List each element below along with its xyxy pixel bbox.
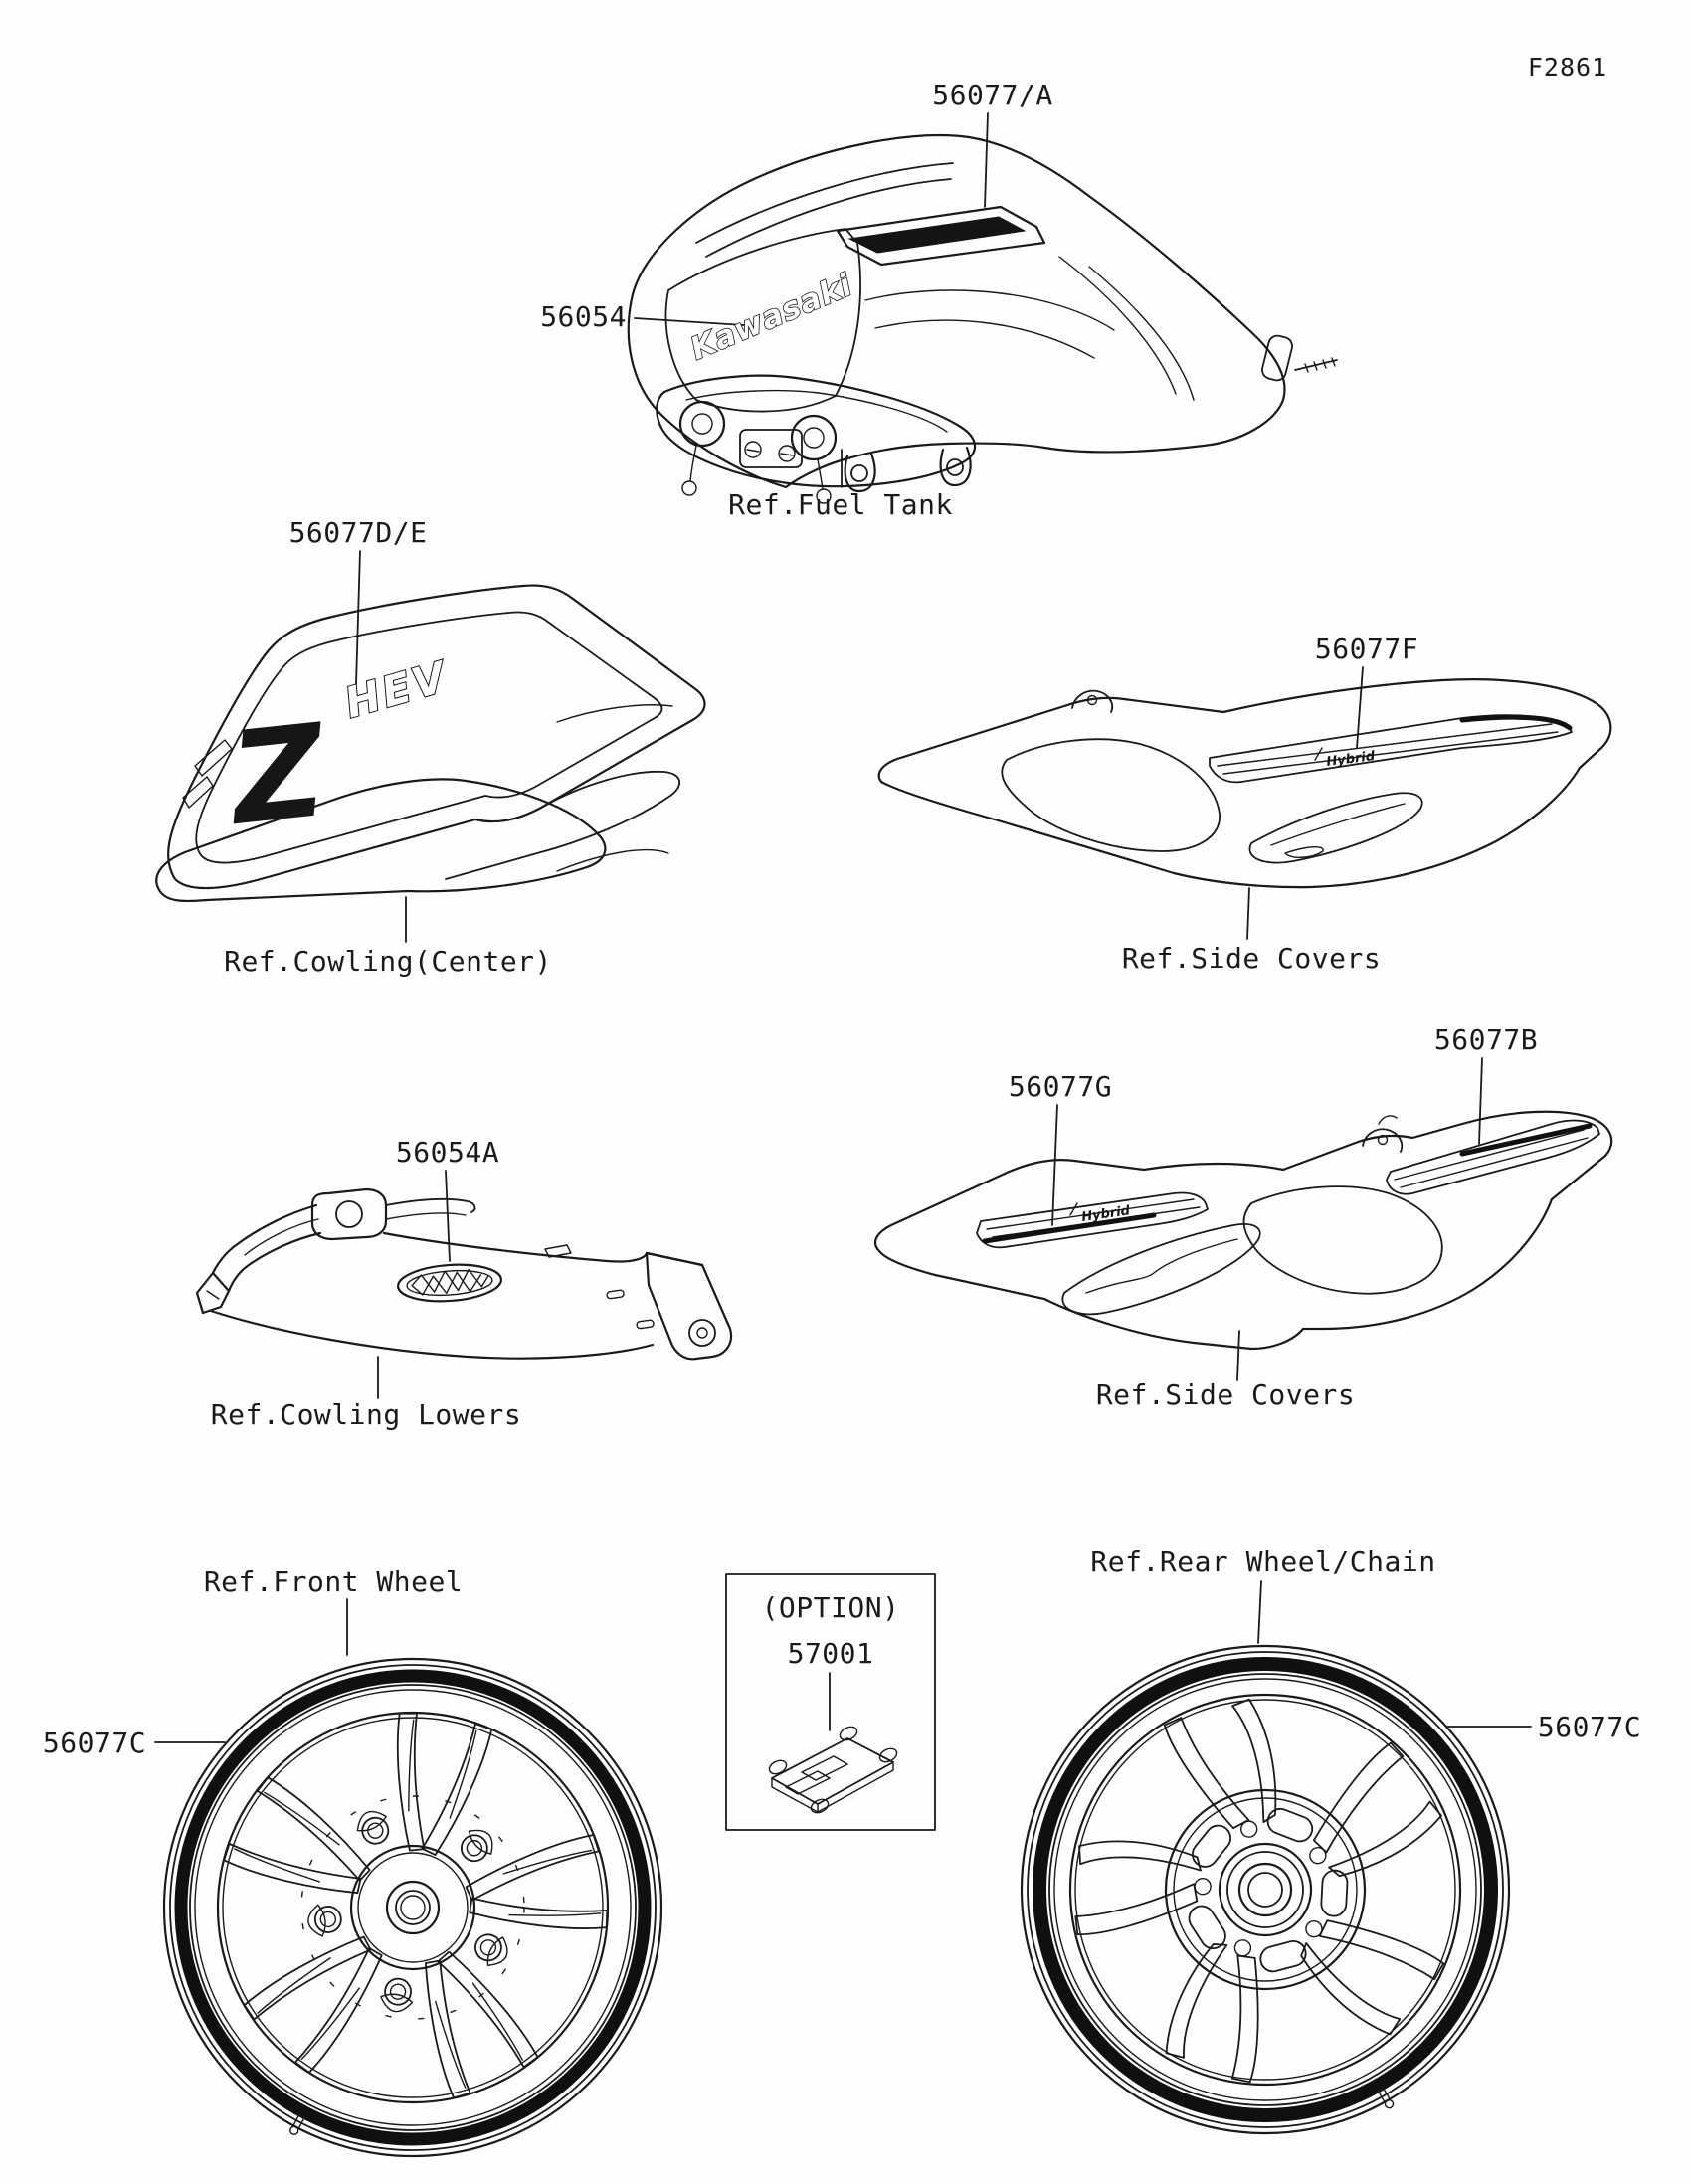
hybrid-script-lower: Hybrid — [1080, 1203, 1131, 1225]
grommet-right — [792, 416, 836, 459]
ref-label-side-covers-lower: Ref.Side Covers — [1095, 1378, 1356, 1411]
cowling-center-section — [156, 516, 704, 978]
kawasaki-logo: Kawasaki — [685, 267, 858, 368]
rear-wheel-drawing — [1022, 1646, 1509, 2133]
warning-decal-oval — [397, 1261, 502, 1304]
cowling-lowers-drawing — [197, 1189, 731, 1359]
side-covers-lower-section — [875, 1023, 1611, 1411]
part-label-56077DE: 56077D/E — [288, 516, 428, 549]
fuel-tank-section — [540, 79, 1337, 521]
ref-label-side-covers-upper: Ref.Side Covers — [1121, 942, 1382, 975]
option-section — [726, 1574, 935, 1830]
part-label-56077C-rear: 56077C — [1537, 1711, 1642, 1743]
front-wheel-section — [43, 1565, 661, 2156]
leader-ref-rear-wheel — [1258, 1581, 1261, 1643]
side-cover-lower-drawing — [875, 1112, 1611, 1349]
z-logo: Z — [224, 696, 332, 854]
ref-label-rear-wheel: Ref.Rear Wheel/Chain — [1090, 1546, 1436, 1578]
part-label-56077C-front: 56077C — [42, 1727, 147, 1759]
leader-56077A — [985, 113, 988, 207]
chain-joint-drawing — [767, 1725, 898, 1815]
part-label-56054: 56054 — [540, 300, 627, 333]
figure-code: F2861 — [1527, 53, 1608, 82]
fuel-tank-drawing — [629, 135, 1337, 503]
side-covers-upper-section — [879, 633, 1611, 975]
tank-rear-pad — [1260, 334, 1294, 382]
leader-ref-side-covers-lower — [1237, 1331, 1239, 1380]
part-label-56077B: 56077B — [1433, 1023, 1539, 1056]
hybrid-script-upper: Hybrid — [1325, 749, 1376, 770]
part-label-56077F: 56077F — [1314, 633, 1419, 665]
rim-stripe-decal-front — [181, 1676, 645, 2139]
leader-56077F — [1357, 667, 1363, 748]
part-label-56054A: 56054A — [395, 1136, 500, 1169]
rear-wheel-section — [1022, 1546, 1641, 2133]
front-wheel-drawing — [164, 1659, 661, 2156]
hev-logo: HEV — [339, 651, 455, 728]
part-label-56077A: 56077/A — [932, 79, 1053, 111]
leader-56054A — [446, 1171, 450, 1261]
leader-56077DE — [356, 551, 360, 684]
leader-56077B — [1479, 1058, 1482, 1144]
side-cover-upper-drawing — [879, 679, 1611, 887]
option-title: (OPTION) — [761, 1591, 900, 1624]
ref-label-fuel-tank: Ref.Fuel Tank — [728, 488, 953, 521]
leader-56077G — [1052, 1105, 1057, 1225]
ref-label-cowling-lowers: Ref.Cowling Lowers — [210, 1398, 522, 1431]
part-label-57001: 57001 — [787, 1637, 874, 1670]
cowling-lowers-section — [197, 1136, 731, 1431]
cowling-center-drawing — [156, 586, 704, 901]
grommet-left — [680, 402, 724, 446]
ref-label-cowling-center: Ref.Cowling(Center) — [224, 945, 552, 978]
ref-label-front-wheel: Ref.Front Wheel — [203, 1565, 464, 1598]
leader-ref-side-covers-upper — [1247, 888, 1249, 939]
part-label-56077G: 56077G — [1008, 1070, 1113, 1103]
